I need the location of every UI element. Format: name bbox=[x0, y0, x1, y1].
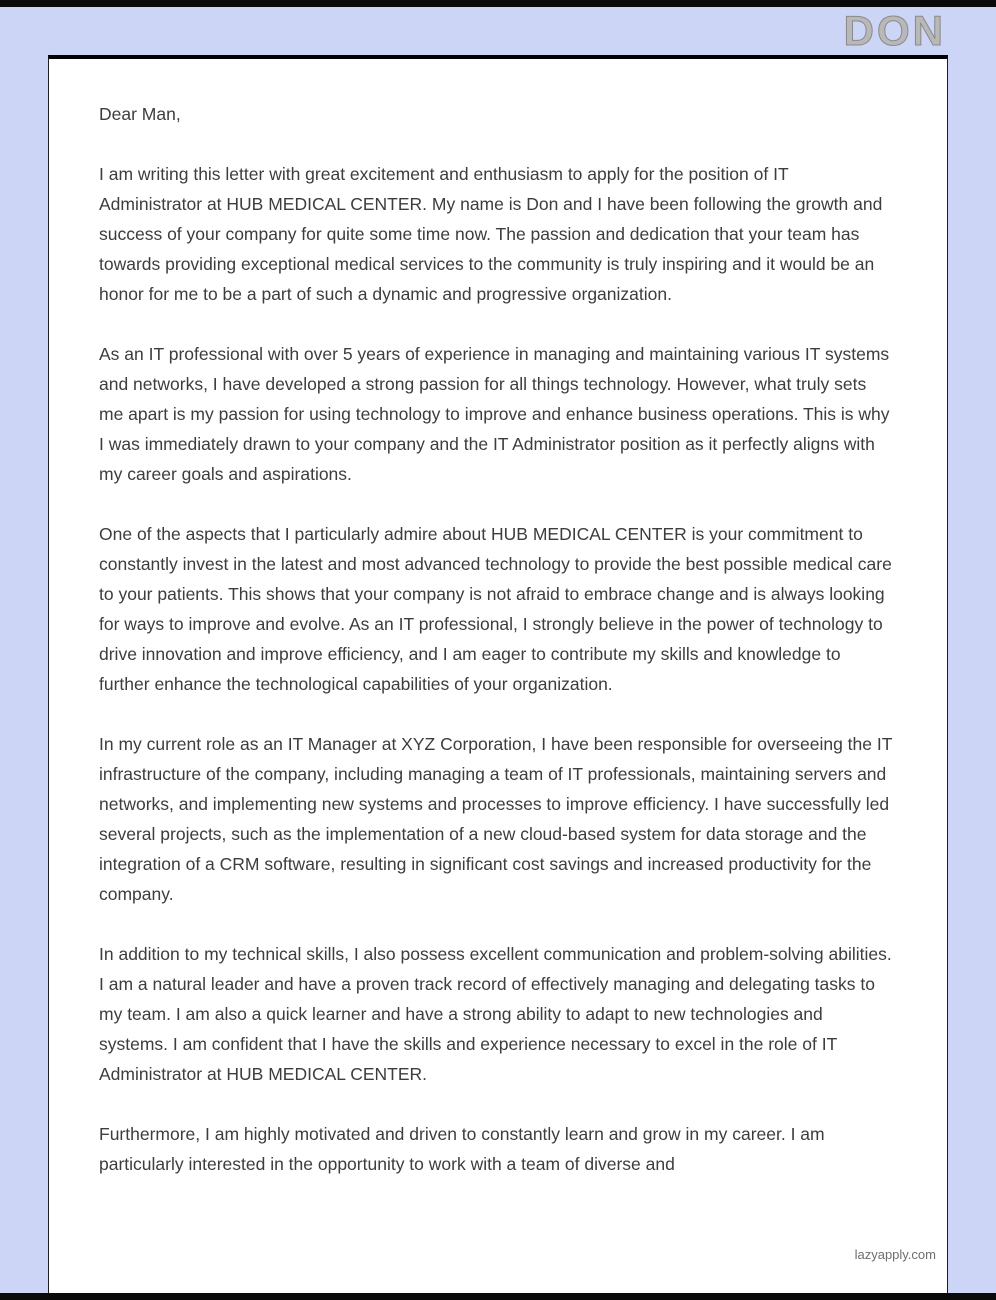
letter-body bbox=[99, 99, 893, 1179]
letter-paragraph: Furthermore, I am highly motivated and driven to constantly learn and grow in my career. I am particularly interested in the opportunity to work with a team of diverse and bbox=[99, 1124, 825, 1174]
letter-paragraph: In my current role as an IT Manager at XYZ Corporation, I have been responsible for overseeing the IT infrastructure of the company, including managing a team of IT professionals, maintaining servers and networks, and implementing new systems and processes to improve efficiency. I have successfully led several projects, such as the implementation of a new cloud-based system for data storage and the integration of a CRM software, resulting in significant cost savings and increased productivity for the company. bbox=[99, 734, 893, 904]
top-border-bar bbox=[0, 0, 996, 7]
letter-paragraph: As an IT professional with over 5 years of experience in managing and maintaining various IT systems and networks, I have developed a strong passion for all things technology. However, what truly sets me apart is my passion for using technology to improve and enhance business operations. This is why I was immediately drawn to your company and the IT Administrator position as it perfectly aligns with my career goals and aspirations. bbox=[99, 344, 890, 484]
letter-page bbox=[48, 55, 948, 1300]
page-title: DON bbox=[843, 7, 946, 54]
letter-paragraph: In addition to my technical skills, I also possess excellent communication and problem-solving abilities. I am a natural leader and have a proven track record of effectively managing and delegating tasks to my team. I am also a quick learner and have a strong ability to adapt to new technologies and systems. I am confident that I have the skills and experience necessary to excel in the role of IT Administrator at HUB MEDICAL CENTER. bbox=[99, 944, 892, 1084]
bottom-border-bar bbox=[0, 1293, 996, 1300]
letter-greeting: Dear Man, bbox=[99, 104, 181, 124]
watermark-text: lazyapply.com bbox=[854, 1247, 936, 1262]
letter-paragraph: One of the aspects that I particularly admire about HUB MEDICAL CENTER is your commitment to constantly invest in the latest and most advanced technology to provide the best possible medical care to your patients. This shows that your company is not afraid to embrace change and is always looking for ways to improve and evolve. As an IT professional, I strongly believe in the power of technology to drive innovation and improve efficiency, and I am eager to contribute my skills and knowledge to further enhance the technological capabilities of your organization. bbox=[99, 524, 892, 694]
letter-paragraph: I am writing this letter with great excitement and enthusiasm to apply for the position of IT Administrator at HUB MEDICAL CENTER. My name is Don and I have been following the growth and success of your company for quite some time now. The passion and dedication that your team has towards providing exceptional medical services to the community is truly inspiring and it would be an honor for me to be a part of such a dynamic and progressive organization. bbox=[99, 164, 883, 304]
